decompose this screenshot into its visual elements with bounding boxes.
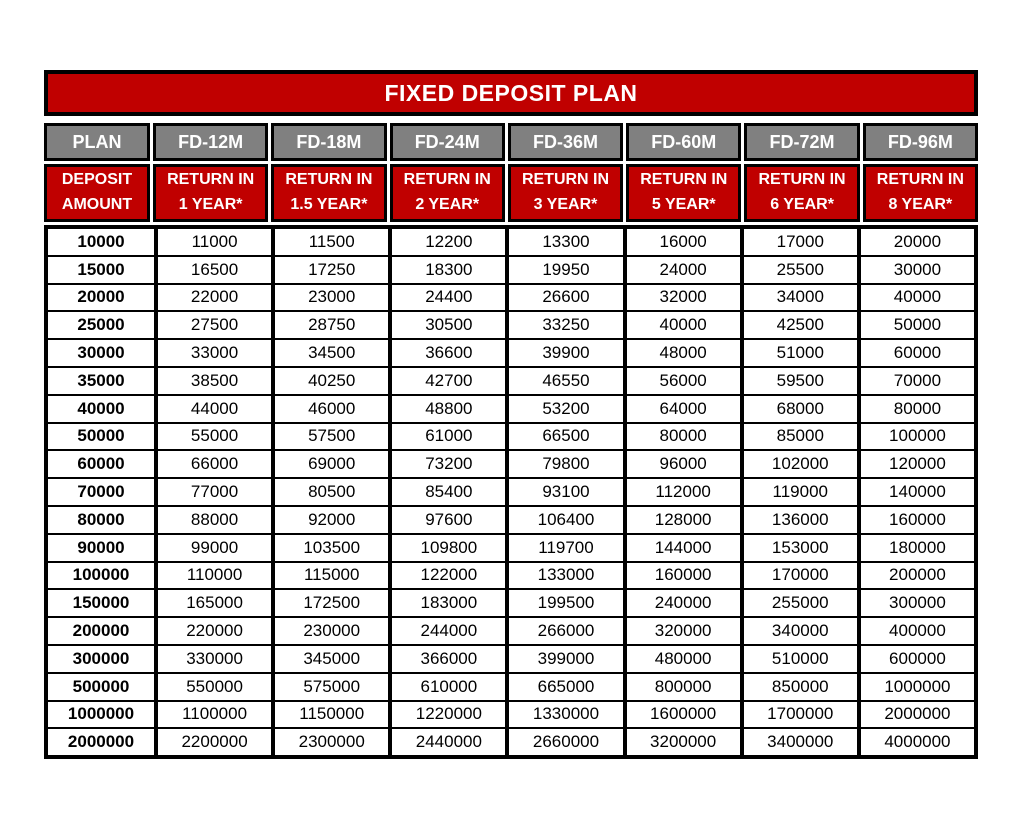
return-value-cell: 42700 <box>392 368 505 394</box>
return-value-cell: 48000 <box>627 340 740 366</box>
return-value-cell: 93100 <box>509 479 622 505</box>
return-value-cell: 80000 <box>861 396 974 422</box>
return-value-cell: 17250 <box>275 257 388 283</box>
return-value-cell: 510000 <box>744 646 857 672</box>
return-value-cell: 128000 <box>627 507 740 533</box>
return-value-cell: 366000 <box>392 646 505 672</box>
return-value-cell: 610000 <box>392 674 505 700</box>
return-value-cell: 56000 <box>627 368 740 394</box>
return-value-cell: 1330000 <box>509 702 622 728</box>
return-value-cell: 160000 <box>627 563 740 589</box>
return-value-cell: 340000 <box>744 618 857 644</box>
return-value-cell: 133000 <box>509 563 622 589</box>
return-value-cell: 170000 <box>744 563 857 589</box>
deposit-amount-cell: 35000 <box>48 368 154 394</box>
return-value-cell: 665000 <box>509 674 622 700</box>
return-value-cell: 1220000 <box>392 702 505 728</box>
return-value-cell: 13300 <box>509 229 622 255</box>
deposit-amount-cell: 30000 <box>48 340 154 366</box>
return-value-cell: 59500 <box>744 368 857 394</box>
return-value-cell: 1700000 <box>744 702 857 728</box>
return-value-cell: 345000 <box>275 646 388 672</box>
deposit-amount-cell: 70000 <box>48 479 154 505</box>
deposit-amount-cell: 15000 <box>48 257 154 283</box>
return-value-cell: 106400 <box>509 507 622 533</box>
return-value-cell: 110000 <box>158 563 271 589</box>
return-value-cell: 46000 <box>275 396 388 422</box>
return-value-cell: 92000 <box>275 507 388 533</box>
return-header-cell <box>863 164 978 222</box>
return-value-cell: 70000 <box>861 368 974 394</box>
data-grid <box>44 225 978 759</box>
return-value-cell: 46550 <box>509 368 622 394</box>
return-value-cell: 61000 <box>392 424 505 450</box>
return-header-cell <box>508 164 623 222</box>
plan-header-cell: FD-18M <box>271 123 386 161</box>
return-header-line: 1 YEAR* <box>178 196 243 213</box>
return-value-cell: 1150000 <box>275 702 388 728</box>
return-value-cell: 103500 <box>275 535 388 561</box>
return-value-cell: 136000 <box>744 507 857 533</box>
return-value-cell: 330000 <box>158 646 271 672</box>
return-value-cell: 69000 <box>275 451 388 477</box>
return-value-cell: 24400 <box>392 285 505 311</box>
return-value-cell: 85000 <box>744 424 857 450</box>
return-value-cell: 115000 <box>275 563 388 589</box>
return-value-cell: 40000 <box>627 312 740 338</box>
return-value-cell: 600000 <box>861 646 974 672</box>
return-header-line: RETURN IN <box>285 171 373 189</box>
return-value-cell: 42500 <box>744 312 857 338</box>
return-value-cell: 144000 <box>627 535 740 561</box>
return-value-cell: 255000 <box>744 590 857 616</box>
deposit-amount-cell: 60000 <box>48 451 154 477</box>
return-value-cell: 2000000 <box>861 702 974 728</box>
return-value-cell: 12200 <box>392 229 505 255</box>
return-value-cell: 4000000 <box>861 729 974 755</box>
return-header-line: 6 YEAR* <box>770 196 834 213</box>
return-header-line: RETURN IN <box>167 171 255 189</box>
return-value-cell: 320000 <box>627 618 740 644</box>
return-header-line: DEPOSIT <box>61 171 133 189</box>
return-value-cell: 39900 <box>509 340 622 366</box>
plan-header-cell: FD-36M <box>508 123 623 161</box>
return-value-cell: 400000 <box>861 618 974 644</box>
return-value-cell: 97600 <box>392 507 505 533</box>
deposit-amount-cell: 100000 <box>48 563 154 589</box>
deposit-amount-cell: 200000 <box>48 618 154 644</box>
return-value-cell: 119700 <box>509 535 622 561</box>
return-value-cell: 18300 <box>392 257 505 283</box>
return-value-cell: 850000 <box>744 674 857 700</box>
return-value-cell: 30000 <box>861 257 974 283</box>
return-value-cell: 165000 <box>158 590 271 616</box>
return-header-cell <box>271 164 386 222</box>
return-value-cell: 16000 <box>627 229 740 255</box>
return-value-cell: 120000 <box>861 451 974 477</box>
return-value-cell: 80000 <box>627 424 740 450</box>
deposit-amount-cell: 10000 <box>48 229 154 255</box>
return-value-cell: 36600 <box>392 340 505 366</box>
return-value-cell: 2300000 <box>275 729 388 755</box>
plan-header-cell: FD-96M <box>863 123 978 161</box>
return-value-cell: 33250 <box>509 312 622 338</box>
return-value-cell: 2660000 <box>509 729 622 755</box>
return-header-row <box>44 164 978 222</box>
return-value-cell: 85400 <box>392 479 505 505</box>
return-value-cell: 112000 <box>627 479 740 505</box>
deposit-amount-cell: 1000000 <box>48 702 154 728</box>
return-value-cell: 26600 <box>509 285 622 311</box>
return-value-cell: 28750 <box>275 312 388 338</box>
return-value-cell: 53200 <box>509 396 622 422</box>
return-value-cell: 99000 <box>158 535 271 561</box>
return-value-cell: 55000 <box>158 424 271 450</box>
return-header-line: 3 YEAR* <box>533 196 598 213</box>
return-value-cell: 200000 <box>861 563 974 589</box>
return-value-cell: 399000 <box>509 646 622 672</box>
return-value-cell: 11000 <box>158 229 271 255</box>
return-header-line: RETURN IN <box>640 171 728 189</box>
deposit-amount-cell: 50000 <box>48 424 154 450</box>
deposit-amount-cell: 80000 <box>48 507 154 533</box>
deposit-amount-cell: 40000 <box>48 396 154 422</box>
return-value-cell: 27500 <box>158 312 271 338</box>
return-value-cell: 19950 <box>509 257 622 283</box>
return-value-cell: 199500 <box>509 590 622 616</box>
return-value-cell: 25500 <box>744 257 857 283</box>
plan-header-cell: FD-72M <box>744 123 859 161</box>
return-value-cell: 100000 <box>861 424 974 450</box>
return-value-cell: 1000000 <box>861 674 974 700</box>
return-value-cell: 102000 <box>744 451 857 477</box>
return-value-cell: 109800 <box>392 535 505 561</box>
return-header-line: 8 YEAR* <box>888 196 953 213</box>
return-value-cell: 66500 <box>509 424 622 450</box>
return-value-cell: 88000 <box>158 507 271 533</box>
return-value-cell: 40000 <box>861 285 974 311</box>
return-value-cell: 68000 <box>744 396 857 422</box>
return-value-cell: 30500 <box>392 312 505 338</box>
return-header-line: 1.5 YEAR* <box>290 196 368 213</box>
return-value-cell: 79800 <box>509 451 622 477</box>
return-value-cell: 800000 <box>627 674 740 700</box>
return-value-cell: 480000 <box>627 646 740 672</box>
return-value-cell: 550000 <box>158 674 271 700</box>
return-value-cell: 183000 <box>392 590 505 616</box>
return-value-cell: 44000 <box>158 396 271 422</box>
plan-header-cell: FD-60M <box>626 123 741 161</box>
return-value-cell: 17000 <box>744 229 857 255</box>
return-header-line: 5 YEAR* <box>651 196 716 213</box>
return-value-cell: 24000 <box>627 257 740 283</box>
return-value-cell: 119000 <box>744 479 857 505</box>
return-value-cell: 96000 <box>627 451 740 477</box>
return-header-line: 2 YEAR* <box>415 196 480 213</box>
return-header-line: RETURN IN <box>403 171 491 189</box>
return-value-cell: 48800 <box>392 396 505 422</box>
return-value-cell: 80500 <box>275 479 388 505</box>
return-value-cell: 140000 <box>861 479 974 505</box>
return-value-cell: 1100000 <box>158 702 271 728</box>
return-value-cell: 300000 <box>861 590 974 616</box>
return-value-cell: 22000 <box>158 285 271 311</box>
return-value-cell: 230000 <box>275 618 388 644</box>
deposit-amount-cell: 90000 <box>48 535 154 561</box>
return-value-cell: 34000 <box>744 285 857 311</box>
return-header-cell <box>626 164 741 222</box>
plan-header-cell: FD-12M <box>153 123 268 161</box>
return-value-cell: 23000 <box>275 285 388 311</box>
return-value-cell: 57500 <box>275 424 388 450</box>
return-header-cell <box>153 164 268 222</box>
return-value-cell: 240000 <box>627 590 740 616</box>
return-value-cell: 32000 <box>627 285 740 311</box>
return-value-cell: 34500 <box>275 340 388 366</box>
page-title: FIXED DEPOSIT PLAN <box>384 79 638 106</box>
return-value-cell: 180000 <box>861 535 974 561</box>
deposit-amount-cell: 300000 <box>48 646 154 672</box>
title-bar <box>44 70 978 116</box>
return-value-cell: 575000 <box>275 674 388 700</box>
return-value-cell: 1600000 <box>627 702 740 728</box>
return-value-cell: 60000 <box>861 340 974 366</box>
return-value-cell: 77000 <box>158 479 271 505</box>
return-value-cell: 153000 <box>744 535 857 561</box>
return-header-cell <box>44 164 150 222</box>
return-header-line: AMOUNT <box>61 196 133 213</box>
deposit-amount-cell: 150000 <box>48 590 154 616</box>
return-header-line: RETURN IN <box>521 171 610 189</box>
return-value-cell: 64000 <box>627 396 740 422</box>
return-value-cell: 11500 <box>275 229 388 255</box>
return-header-line: RETURN IN <box>758 171 846 189</box>
return-value-cell: 160000 <box>861 507 974 533</box>
plan-header-cell: PLAN <box>44 123 150 161</box>
deposit-amount-cell: 500000 <box>48 674 154 700</box>
return-value-cell: 33000 <box>158 340 271 366</box>
return-value-cell: 66000 <box>158 451 271 477</box>
return-value-cell: 220000 <box>158 618 271 644</box>
return-value-cell: 40250 <box>275 368 388 394</box>
return-header-line: RETURN IN <box>876 171 964 189</box>
return-header-cell <box>744 164 859 222</box>
deposit-amount-cell: 25000 <box>48 312 154 338</box>
return-value-cell: 122000 <box>392 563 505 589</box>
return-value-cell: 38500 <box>158 368 271 394</box>
return-value-cell: 2440000 <box>392 729 505 755</box>
plan-header-cell: FD-24M <box>390 123 505 161</box>
return-value-cell: 3200000 <box>627 729 740 755</box>
deposit-amount-cell: 2000000 <box>48 729 154 755</box>
return-value-cell: 51000 <box>744 340 857 366</box>
deposit-amount-cell: 20000 <box>48 285 154 311</box>
plan-header-row <box>44 123 978 161</box>
fixed-deposit-table <box>44 70 978 759</box>
return-value-cell: 16500 <box>158 257 271 283</box>
return-value-cell: 20000 <box>861 229 974 255</box>
return-header-cell <box>390 164 505 222</box>
return-value-cell: 266000 <box>509 618 622 644</box>
return-value-cell: 3400000 <box>744 729 857 755</box>
return-value-cell: 244000 <box>392 618 505 644</box>
return-value-cell: 172500 <box>275 590 388 616</box>
return-value-cell: 2200000 <box>158 729 271 755</box>
return-value-cell: 50000 <box>861 312 974 338</box>
return-value-cell: 73200 <box>392 451 505 477</box>
